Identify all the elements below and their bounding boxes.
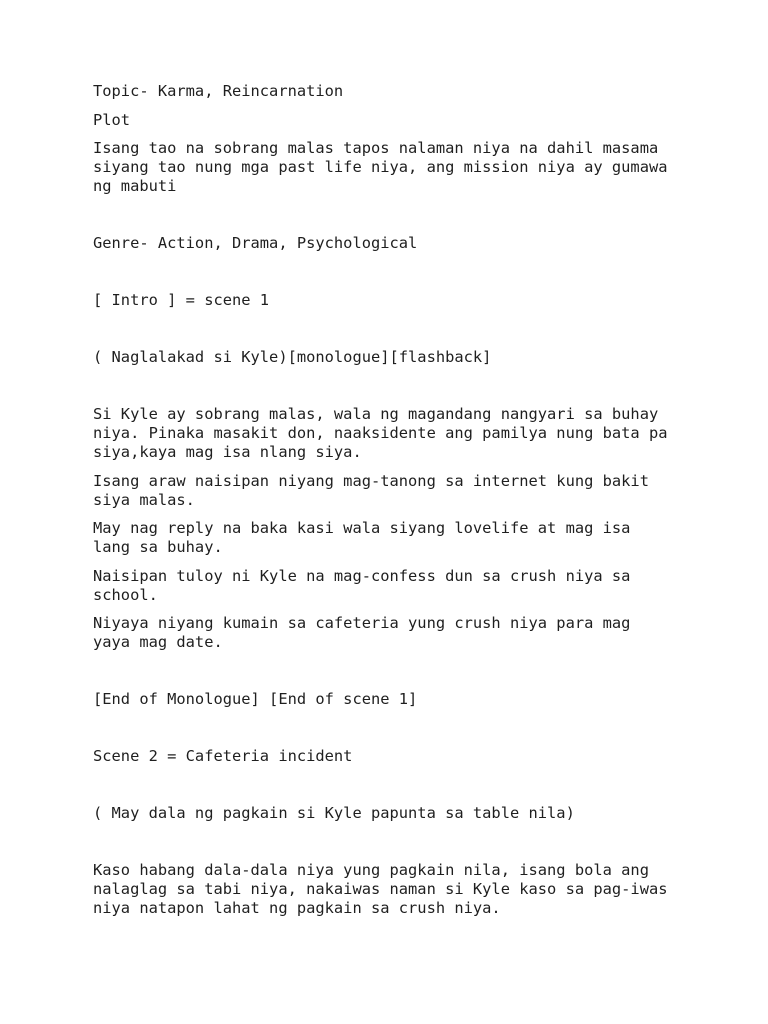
- paragraph-blank: [93, 206, 673, 225]
- paragraph-blank: [93, 776, 673, 795]
- paragraph-intro-scene-1: [ Intro ] = scene 1: [93, 291, 270, 309]
- paragraph-scene-2-action: Kaso habang dala-dala niya yung pagkain nila, isang bola ang nalaglag sa tabi niya, nakaiwas naman si Kyle kaso sa pag-iwas niya natapon lahat ng pagkain sa crush niya.: [93, 861, 677, 917]
- paragraph-monologue-3: May nag reply na baka kasi wala siyang lovelife at mag isa lang sa buhay.: [93, 519, 640, 556]
- paragraph-stage-direction: ( Naglalakad si Kyle)[monologue][flashback]: [93, 348, 492, 366]
- paragraph-end-of-monologue: [End of Monologue] [End of scene 1]: [93, 690, 418, 708]
- paragraph-plot-summary: Isang tao na sobrang malas tapos nalaman niya na dahil masama siyang tao nung mga past life niya, ang mission niya ay gumawa ng mabuti: [93, 139, 677, 195]
- paragraph-blank: [93, 719, 673, 738]
- paragraph-blank: [93, 377, 673, 396]
- paragraph-blank: [93, 320, 673, 339]
- paragraph-monologue-1: Si Kyle ay sobrang malas, wala ng magandang nangyari sa buhay niya. Pinaka masakit don, naaksidente ang pamilya nung bata pa siya,kaya mag isa nlang siya.: [93, 405, 677, 461]
- paragraph-blank: [93, 662, 673, 681]
- paragraph-blank: [93, 263, 673, 282]
- paragraph-scene-2-heading: Scene 2 = Cafeteria incident: [93, 747, 353, 765]
- paragraph-monologue-4: Naisipan tuloy ni Kyle na mag-confess dun sa crush niya sa school.: [93, 566, 640, 604]
- document-text-body: [93, 82, 677, 918]
- paragraph-monologue-2: Isang araw naisipan niyang mag-tanong sa internet kung bakit siya malas.: [93, 471, 659, 509]
- paragraph-topic: Topic- Karma, Reincarnation: [93, 82, 344, 100]
- paragraph-plot-heading: Plot: [93, 110, 131, 129]
- paragraph-scene-2-direction: ( May dala ng pagkain si Kyle papunta sa table nila): [93, 804, 575, 822]
- paragraph-blank: [93, 833, 673, 852]
- paragraph-genre: Genre- Action, Drama, Psychological: [93, 234, 418, 252]
- paragraph-monologue-5: Niyaya niyang kumain sa cafeteria yung crush niya para mag yaya mag date.: [93, 614, 640, 651]
